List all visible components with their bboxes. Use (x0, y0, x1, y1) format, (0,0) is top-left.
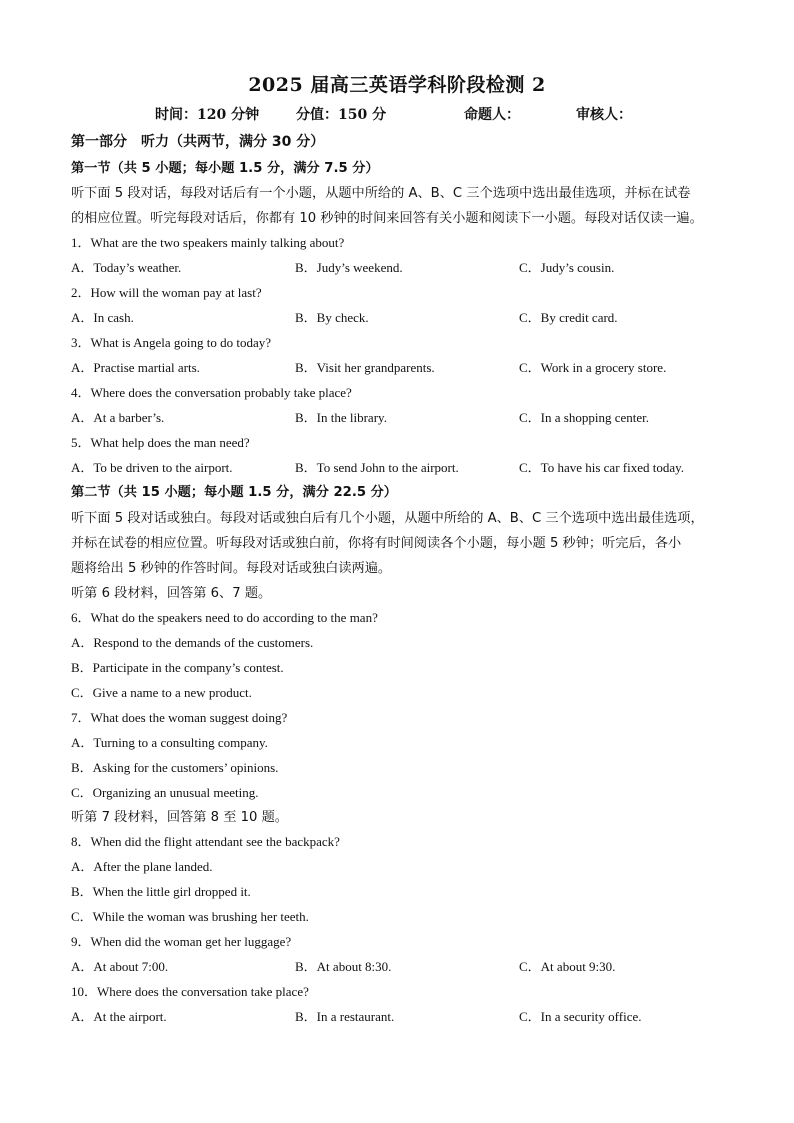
section2-heading: 第二节（共 15 小题；每小题 1.5 分，满分 22.5 分） (71, 485, 397, 500)
question-text: 9．When did the woman get her luggage? (71, 934, 292, 949)
option-c: C．Organizing an unusual meeting. (71, 785, 259, 800)
option-c: C．In a shopping center. (519, 410, 649, 425)
section1-instruction: 听下面 5 段对话，每段对话后有一个小题，从题中所给的 A、B、C 三个选项中选出最佳选项，并标在试卷 (71, 186, 691, 201)
option-a: A．Respond to the demands of the customers. (71, 635, 314, 650)
option-b: B．Judy’s weekend. (295, 260, 403, 275)
option-c: C．By credit card. (519, 310, 618, 325)
section2-instruction: 听下面 5 段对话或独白。每段对话或独白后有几个小题，从题中所给的 A、B、C 三个选项中选出最佳选项， (71, 511, 704, 526)
option-b: B．When the little girl dropped it. (71, 884, 251, 899)
option-a: A．Turning to a consulting company. (71, 735, 268, 750)
option-a: A．At a barber’s. (71, 410, 165, 425)
option-c: C．Work in a grocery store. (519, 360, 667, 375)
exam-title: 2025 届高三英语学科阶段检测 2 (248, 74, 546, 96)
exam-score: 分值：150 分 (296, 107, 387, 123)
option-c: C．At about 9:30. (519, 959, 616, 974)
section1-instruction: 的相应位置。听完每段对话后，你都有 10 秒钟的时间来回答有关小题和阅读下一小题。每段对话仅读一遍。 (71, 211, 703, 226)
question-text: 5．What help does the man need? (71, 435, 250, 450)
question-text: 2．How will the woman pay at last? (71, 285, 262, 300)
exam-setter: 命题人： (464, 107, 520, 123)
section1-heading: 第一节（共 5 小题；每小题 1.5 分，满分 7.5 分） (71, 161, 379, 176)
option-a: A．Today’s weather. (71, 260, 182, 275)
option-b: B．Asking for the customers’ opinions. (71, 760, 279, 775)
exam-time: 时间：120 分钟 (155, 107, 260, 123)
question-text: 4．Where does the conversation probably take place? (71, 385, 352, 400)
section2-instruction: 题将给出 5 秒钟的作答时间。每段对话或独白读两遍。 (71, 561, 392, 576)
option-a: A．At about 7:00. (71, 959, 169, 974)
material-label: 听第 6 段材料，回答第 6、7 题。 (71, 586, 272, 601)
section2-instruction: 并标在试卷的相应位置。听每段对话或独白前，你将有时间阅读各个小题，每小题 5 秒钟；听完后，各小 (71, 536, 682, 551)
option-b: B．Visit her grandparents. (295, 360, 435, 375)
option-b: B．Participate in the company’s contest. (71, 660, 284, 675)
option-b: B．To send John to the airport. (295, 460, 459, 475)
question-text: 8．When did the flight attendant see the backpack? (71, 834, 340, 849)
exam-reviewer: 审核人： (576, 107, 632, 123)
option-c: C．To have his car fixed today. (519, 460, 685, 475)
part-heading: 第一部分 听力（共两节，满分 30 分） (71, 134, 325, 150)
option-a: A．To be driven to the airport. (71, 460, 233, 475)
option-c: C．Give a name to a new product. (71, 685, 252, 700)
option-a: A．Practise martial arts. (71, 360, 200, 375)
option-b: B．In a restaurant. (295, 1009, 395, 1024)
option-a: A．In cash. (71, 310, 134, 325)
material-label: 听第 7 段材料，回答第 8 至 10 题。 (71, 810, 288, 825)
option-b: B．In the library. (295, 410, 387, 425)
option-a: A．At the airport. (71, 1009, 167, 1024)
option-b: B．At about 8:30. (295, 959, 392, 974)
option-b: B．By check. (295, 310, 369, 325)
question-text: 10．Where does the conversation take place? (71, 984, 309, 999)
question-text: 1．What are the two speakers mainly talking about? (71, 235, 345, 250)
question-text: 7．What does the woman suggest doing? (71, 710, 288, 725)
option-c: C．Judy’s cousin. (519, 260, 615, 275)
question-text: 3．What is Angela going to do today? (71, 335, 272, 350)
question-text: 6．What do the speakers need to do according to the man? (71, 610, 378, 625)
option-c: C．While the woman was brushing her teeth. (71, 909, 309, 924)
option-a: A．After the plane landed. (71, 859, 213, 874)
option-c: C．In a security office. (519, 1009, 642, 1024)
